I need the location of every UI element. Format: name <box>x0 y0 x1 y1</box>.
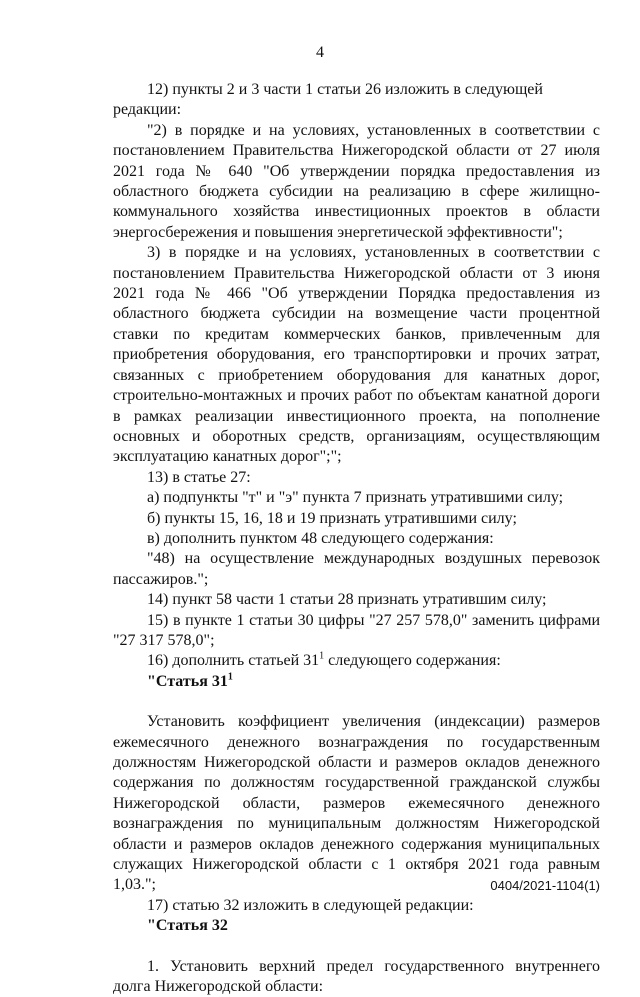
article-31-1-superscript: 1 <box>227 671 233 683</box>
document-code: 0404/2021-1104(1) <box>490 878 600 893</box>
article-32-heading: "Статья 32 <box>147 917 228 935</box>
paragraph-subitem-3: 3) в порядке и на условиях, установленных в соответствии с постановлением Правительства Нижегородской области от 3 июня 2021 года № 466 "Об утверждении Порядка предоставления из областного бюджета субсидии на возмещение части процентной ставки по кредитам коммерческих банков, привлеченным для приобретения оборудования, его транспортировки и прочих затрат, связанных с приобретением оборудования для канатных дорог, строительно-монтажных и прочих работ по объектам канатной дороги в рамках реализации инвестиционного проекта, на пополнение основных и оборотных средств, организациям, осуществляющим эксплуатацию канатных дорог";"; <box>113 244 600 466</box>
article-32-point-1: 1. Установить верхний предел государственного внутреннего долга Нижегородской области: <box>113 957 600 996</box>
paragraph-subitem-2: "2) в порядке и на условиях, установленных в соответствии с постановлением Правительства Нижегородской области от 27 июля 2021 года № 640 "Об утверждении порядка предоставления из областного бюджета субсидии на реализацию в сфере жилищно-коммунального хозяйства инвестиционных проектов в области энергосбережения и повышения энергетической эффективности"; <box>113 121 600 241</box>
paragraph-item-17: 17) статью 32 изложить в следующей редакции: <box>147 896 474 914</box>
article-31-1-body: Установить коэффициент увеличения (индексации) размеров ежемесячного денежного вознаграждения по государственным должностям Нижегородской области и размеров окладов денежного содержания по должностям государственной гражданской службы Нижегородской области, размеров ежемесячного денежного вознаграждения по муниципальным должностям Нижегородской области и размеров окладов денежного содержания муниципальных служащих Нижегородской области с 1 октября 2021 года равным 1,03."; <box>113 713 600 894</box>
spacer <box>113 692 600 712</box>
paragraph-item-15: 15) в пункте 1 статьи 30 цифры "27 257 578,0" заменить цифрами "27 317 578,0"; <box>113 611 600 649</box>
paragraph-item-12: 12) пункты 2 и 3 части 1 статьи 26 изложить в следующей редакции: <box>113 81 543 119</box>
paragraph-item-13: 13) в статье 27: <box>147 468 251 486</box>
paragraph-subitem-v: в) дополнить пунктом 48 следующего содержания: <box>147 529 494 547</box>
superscript-1: 1 <box>319 651 325 663</box>
paragraph-item-16-tail: следующего содержания: <box>324 652 501 670</box>
paragraph-item-16-text: 16) дополнить статьей 31 <box>147 652 320 670</box>
page-number: 4 <box>316 44 324 61</box>
article-31-1-heading <box>113 672 600 692</box>
paragraph-subitem-a: а) подпункты "т" и "э" пункта 7 признать утратившими силу; <box>147 489 564 507</box>
paragraph-point-48: "48) на осуществление международных воздушных перевозок пассажиров."; <box>113 550 600 588</box>
document-body <box>113 80 600 997</box>
paragraph-item-16 <box>113 651 600 671</box>
paragraph-subitem-b: б) пункты 15, 16, 18 и 19 признать утратившими силу; <box>147 509 517 527</box>
spacer <box>113 937 600 957</box>
paragraph-item-14: 14) пункт 58 части 1 статьи 28 признать утратившим силу; <box>147 591 547 609</box>
article-31-1-heading-text: "Статья 31 <box>147 672 228 690</box>
